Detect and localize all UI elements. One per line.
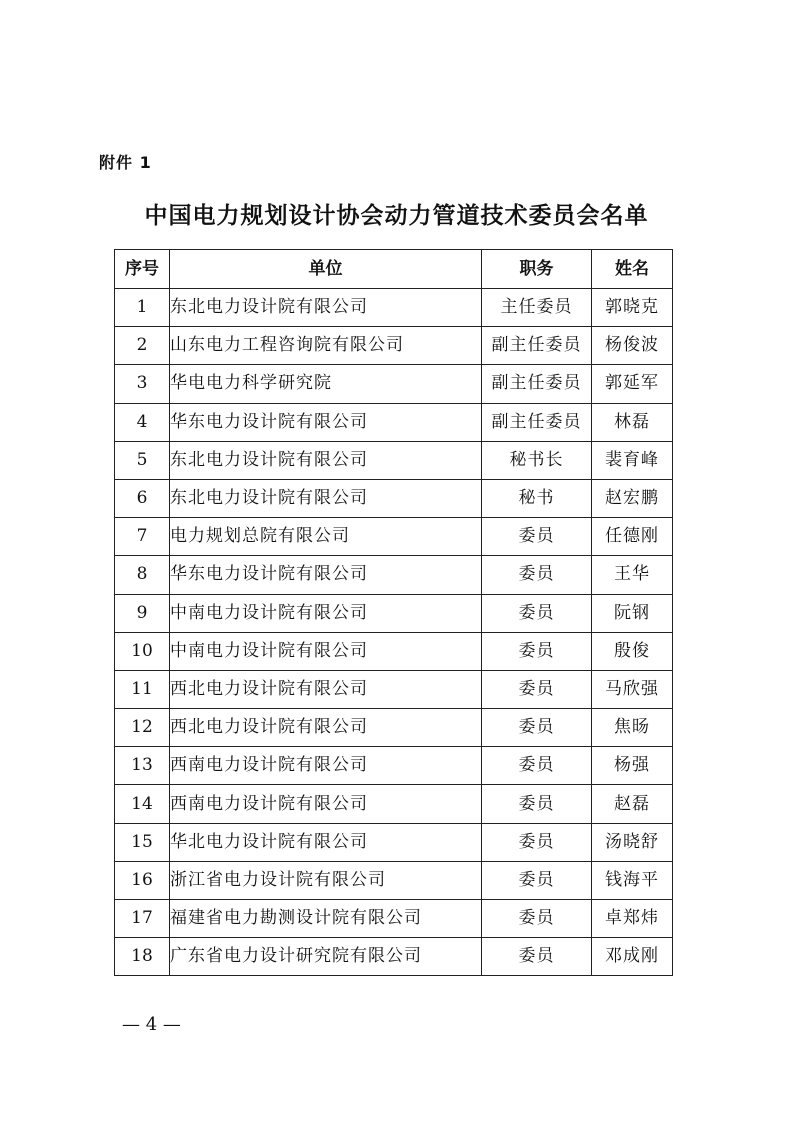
- cell-role: 秘书长: [482, 441, 592, 479]
- cell-no: 6: [115, 479, 170, 517]
- cell-name: 王华: [592, 556, 673, 594]
- table-row: [115, 709, 673, 747]
- table-row: [115, 327, 673, 365]
- cell-role: 委员: [482, 594, 592, 632]
- table-row: [115, 823, 673, 861]
- table-row: [115, 900, 673, 938]
- cell-name: 卓郑炜: [592, 900, 673, 938]
- cell-name: 杨强: [592, 747, 673, 785]
- cell-unit: 西北电力设计院有限公司: [170, 709, 482, 747]
- cell-unit: 华东电力设计院有限公司: [170, 556, 482, 594]
- cell-unit: 华北电力设计院有限公司: [170, 823, 482, 861]
- cell-no: 9: [115, 594, 170, 632]
- cell-no: 18: [115, 938, 170, 976]
- cell-unit: 中南电力设计院有限公司: [170, 632, 482, 670]
- table-row: [115, 441, 673, 479]
- cell-role: 委员: [482, 747, 592, 785]
- table-row: [115, 594, 673, 632]
- document-title: 中国电力规划设计协会动力管道技术委员会名单: [144, 202, 649, 229]
- cell-unit: 华东电力设计院有限公司: [170, 403, 482, 441]
- cell-role: 副主任委员: [482, 365, 592, 403]
- cell-name: 钱海平: [592, 861, 673, 899]
- cell-name: 裴育峰: [592, 441, 673, 479]
- cell-no: 3: [115, 365, 170, 403]
- table-row: [115, 479, 673, 517]
- cell-name: 郭延军: [592, 365, 673, 403]
- cell-name: 阮钢: [592, 594, 673, 632]
- cell-role: 委员: [482, 823, 592, 861]
- header-no: 序号: [115, 250, 170, 289]
- cell-role: 副主任委员: [482, 327, 592, 365]
- cell-unit: 东北电力设计院有限公司: [170, 441, 482, 479]
- attachment-label: 附件 1: [99, 153, 152, 172]
- cell-no: 11: [115, 670, 170, 708]
- header-name: 姓名: [592, 250, 673, 289]
- header-role: 职务: [482, 250, 592, 289]
- cell-role: 主任委员: [482, 289, 592, 327]
- cell-unit: 中南电力设计院有限公司: [170, 594, 482, 632]
- cell-name: 焦旸: [592, 709, 673, 747]
- cell-name: 殷俊: [592, 632, 673, 670]
- table-row: [115, 403, 673, 441]
- cell-no: 7: [115, 518, 170, 556]
- cell-name: 林磊: [592, 403, 673, 441]
- cell-no: 10: [115, 632, 170, 670]
- cell-name: 郭晓克: [592, 289, 673, 327]
- cell-name: 杨俊波: [592, 327, 673, 365]
- cell-name: 马欣强: [592, 670, 673, 708]
- cell-no: 17: [115, 900, 170, 938]
- cell-name: 邓成刚: [592, 938, 673, 976]
- cell-name: 赵磊: [592, 785, 673, 823]
- page-number: — 4 —: [122, 1014, 181, 1035]
- cell-unit: 华电电力科学研究院: [170, 365, 482, 403]
- cell-unit: 电力规划总院有限公司: [170, 518, 482, 556]
- cell-role: 委员: [482, 785, 592, 823]
- cell-no: 13: [115, 747, 170, 785]
- cell-unit: 西南电力设计院有限公司: [170, 747, 482, 785]
- cell-unit: 西南电力设计院有限公司: [170, 785, 482, 823]
- cell-role: 秘书: [482, 479, 592, 517]
- cell-no: 15: [115, 823, 170, 861]
- table-row: [115, 670, 673, 708]
- cell-name: 任德刚: [592, 518, 673, 556]
- table-row: [115, 365, 673, 403]
- cell-role: 委员: [482, 670, 592, 708]
- cell-role: 副主任委员: [482, 403, 592, 441]
- cell-unit: 东北电力设计院有限公司: [170, 479, 482, 517]
- table-row: [115, 785, 673, 823]
- cell-role: 委员: [482, 556, 592, 594]
- table-row: [115, 861, 673, 899]
- table-row: [115, 518, 673, 556]
- cell-name: 赵宏鹏: [592, 479, 673, 517]
- cell-no: 5: [115, 441, 170, 479]
- cell-role: 委员: [482, 900, 592, 938]
- cell-role: 委员: [482, 938, 592, 976]
- header-unit: 单位: [170, 250, 482, 289]
- cell-role: 委员: [482, 518, 592, 556]
- cell-no: 16: [115, 861, 170, 899]
- cell-unit: 广东省电力设计研究院有限公司: [170, 938, 482, 976]
- table-row: [115, 938, 673, 976]
- committee-roster-table: [114, 249, 673, 976]
- table-row: [115, 289, 673, 327]
- cell-name: 汤晓舒: [592, 823, 673, 861]
- cell-unit: 西北电力设计院有限公司: [170, 670, 482, 708]
- table-row: [115, 747, 673, 785]
- cell-no: 14: [115, 785, 170, 823]
- cell-unit: 东北电力设计院有限公司: [170, 289, 482, 327]
- cell-unit: 山东电力工程咨询院有限公司: [170, 327, 482, 365]
- cell-unit: 浙江省电力设计院有限公司: [170, 861, 482, 899]
- cell-role: 委员: [482, 709, 592, 747]
- cell-no: 12: [115, 709, 170, 747]
- table-header-row: [115, 250, 673, 289]
- table-row: [115, 556, 673, 594]
- cell-role: 委员: [482, 632, 592, 670]
- cell-no: 8: [115, 556, 170, 594]
- cell-no: 1: [115, 289, 170, 327]
- table-row: [115, 632, 673, 670]
- cell-no: 4: [115, 403, 170, 441]
- cell-no: 2: [115, 327, 170, 365]
- cell-role: 委员: [482, 861, 592, 899]
- cell-unit: 福建省电力勘测设计院有限公司: [170, 900, 482, 938]
